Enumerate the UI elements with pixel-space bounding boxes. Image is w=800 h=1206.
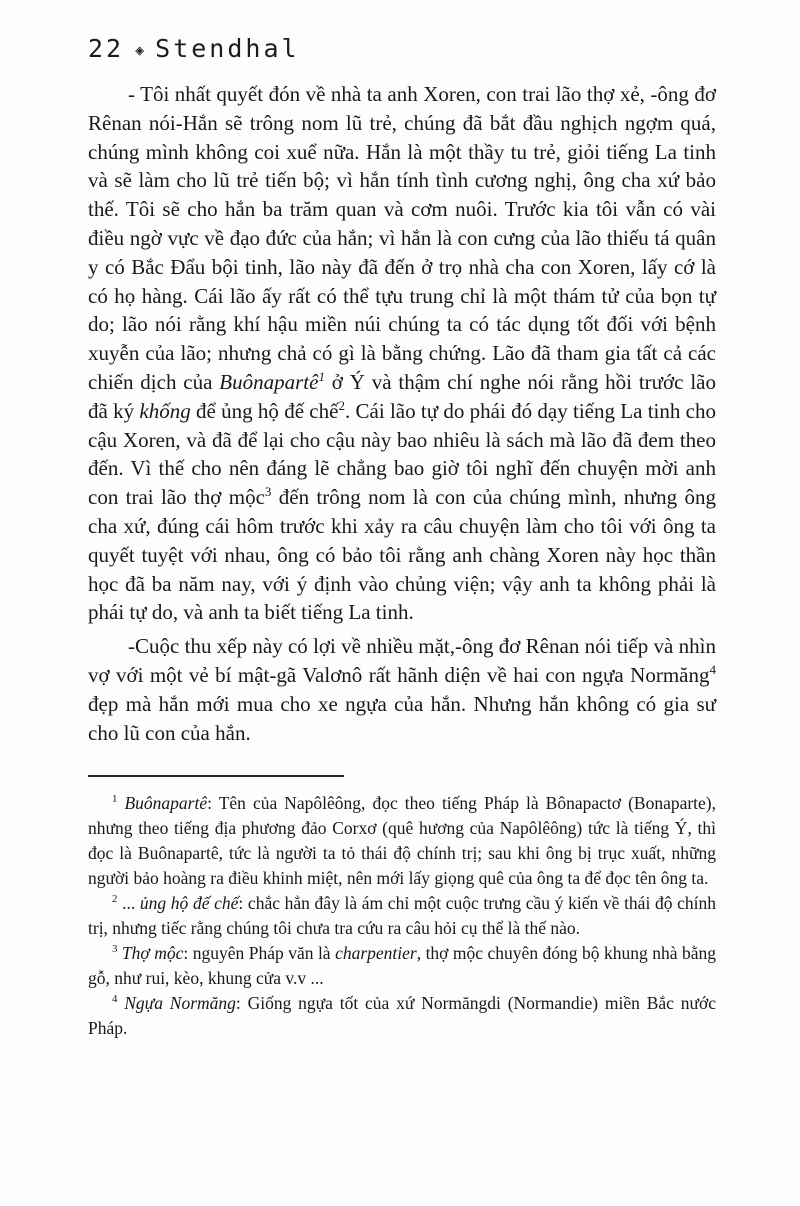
page-number: 22	[88, 34, 125, 63]
footnote: $^4$ Ngựa Normăng: Giống ngựa tốt của xứ Normăngdi (Normandie) miền Bắc nước Pháp.	[88, 993, 717, 1039]
running-title: Stendhal	[155, 34, 300, 63]
body-paragraph: - Tôi nhất quyết đón về nhà ta anh Xoren, con trai lão thợ xẻ, -ông đơ Rênan nói-Hắn sẽ trông nom lũ trẻ, chúng đã bắt đầu nghịch ngợm quá, chúng mình không coi xuể nữa. Hắn là một thầy tu trẻ, giỏi tiếng La tinh và sẽ làm cho lũ trẻ tiến bộ; vì hắn tính tình cương nghị, ông cha xứ bảo thế. Tôi sẽ cho hắn ba trăm quan và cơm nuôi. Trước kia tôi vẫn có vài điều ngờ vực về đạo đức của hắn; vì hắn là con cưng của lão thiếu tá quân y có Bắc Đẩu bội tinh, lão này đã đến ở trọ nhà cha con Xoren, lấy cớ là có họ hàng. Cái lão ấy rất có thể tựu trung chỉ là một thám tử của bọn tự do; lão nói rằng khí hậu miền núi chúng ta có tác dụng tốt đối với bệnh xuyễn của lão; nhưng chả có gì là bằng chứng. Lão đã tham gia tất cả các chiến dịch của Buônapartê$^1$ ở Ý và thậm chí nghe nói rằng hồi trước lão đã ký khống để ủng hộ đế chế$^2$. Cái lão tự do phái đó dạy tiếng La tinh cho cậu Xoren, và đã để lại cho cậu này bao nhiêu là sách mà lão đã đem theo đến. Vì thế cho nên đáng lẽ chẳng bao giờ tôi nghĩ đến chuyện mời anh con trai lão thợ mộc$^3$ đến trông nom là con của chúng mình, nhưng ông cha xứ, đúng cái hôm trước khi xảy ra câu chuyện làm cho tôi với ông ta quyết tuyệt với nhau, ông có bảo tôi rằng anh chàng Xoren này học thần học đã ba năm nay, với ý định vào chủng viện; vậy anh ta không phải là phái tự do, và anh ta biết tiếng La tinh.	[88, 82, 716, 625]
footnote-separator	[88, 775, 344, 777]
footnotes-section	[88, 791, 716, 1041]
running-header	[88, 34, 300, 63]
footnote: $^3$ Thợ mộc: nguyên Pháp văn là charpentier, thợ mộc chuyên đóng bộ khung nhà bằng gỗ, như rui, kèo, khung cửa v.v ...	[88, 943, 717, 989]
diamond-ornament-icon: ◈	[135, 40, 145, 59]
footnote: $^2$ ... ủng hộ đế chế: chắc hẳn đây là ám chỉ một cuộc trưng cầu ý kiến về thái độ chính trị, nhưng tiếc rằng chúng tôi chưa tra cứu ra câu hỏi cụ thể là thế nào.	[88, 893, 717, 939]
footnote: $^1$ Buônapartê: Tên của Napôlêông, đọc theo tiếng Pháp là Bônapactơ (Bonaparte), nhưng theo tiếng địa phương đảo Corxơ (quê hương của Napôlêông) tức là tiếng Ý, thì đọc là Buônapartê, tức là người ta tỏ thái độ chính trị; sau khi ông bị trục xuất, những người bảo hoàng ra điều khinh miệt, nên mới lấy giọng quê của ông ta để đọc tên ông ta.	[88, 793, 717, 889]
text-block	[88, 80, 716, 1041]
body-paragraph: -Cuộc thu xếp này có lợi về nhiều mặt,-ông đơ Rênan nói tiếp và nhìn vợ với một vẻ bí mật-gã Valơnô rất hãnh diện về hai con ngựa Normăng$^4$ đẹp mà hắn mới mua cho xe ngựa của hắn. Nhưng hắn không có gia sư cho lũ con của hắn.	[88, 634, 716, 745]
